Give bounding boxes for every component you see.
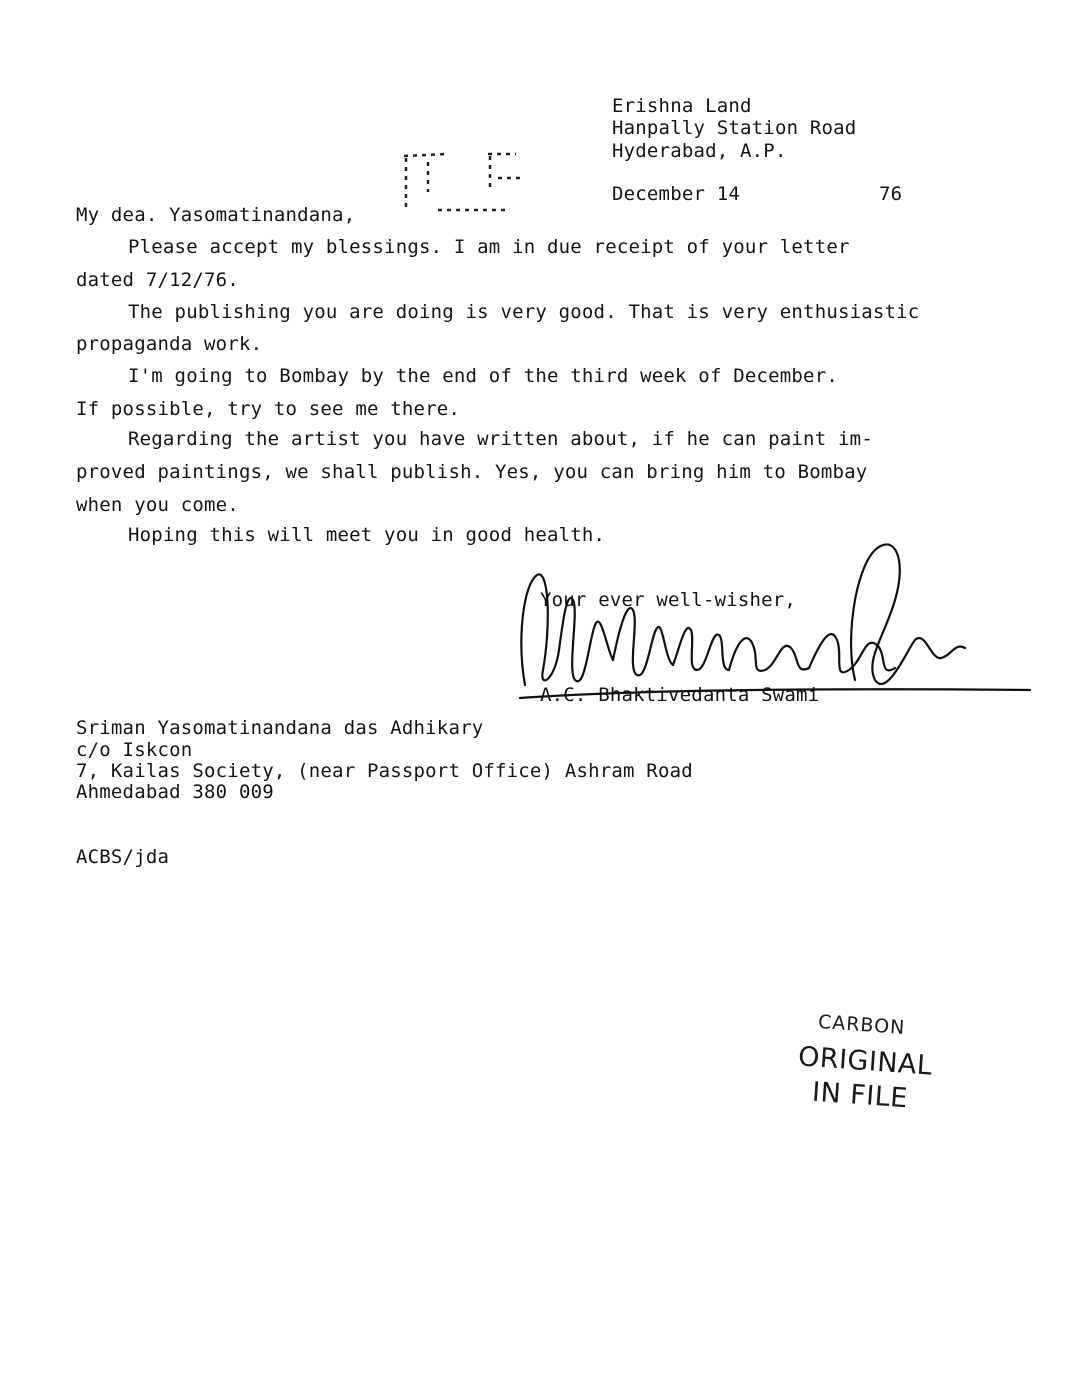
address-line-2: Hanpally Station Road — [612, 117, 857, 139]
signature-name: A.C. Bhaktivedanta Swami — [540, 684, 820, 706]
letter-date: December 14 — [612, 183, 741, 205]
stamp-line-2: ORIGINAL — [797, 1041, 934, 1082]
body-line-3: The publishing you are doing is very good. That is very enthusiastic — [128, 301, 920, 323]
body-line-8: proved paintings, we shall publish. Yes, you can bring him to Bombay — [76, 461, 868, 483]
body-line-2: dated 7/12/76. — [76, 269, 239, 291]
closing: Your ever well-wisher, — [540, 589, 797, 611]
recipient-line-1: Sriman Yasomatinandana das Adhikary — [76, 717, 484, 739]
body-line-4: propaganda work. — [76, 333, 263, 355]
body-line-6: If possible, try to see me there. — [76, 398, 461, 420]
letter-year: 76 — [879, 183, 903, 205]
reference-initials: ACBS/jda — [76, 846, 170, 868]
body-line-10: Hoping this will meet you in good health. — [128, 524, 606, 546]
recipient-line-2: c/o Iskcon — [76, 739, 193, 761]
salutation: My dea. Yasomatinandana, — [76, 204, 356, 226]
body-line-1: Please accept my blessings. I am in due receipt of your letter — [128, 236, 850, 258]
address-line-3: Hyderabad, A.P. — [612, 140, 787, 162]
stamp-line-3: IN FILE — [811, 1076, 909, 1115]
filing-mark — [398, 148, 528, 220]
body-line-9: when you come. — [76, 494, 239, 516]
recipient-line-3: 7, Kailas Society, (near Passport Office) Ashram Road — [76, 760, 693, 782]
stamp-line-1: CARBON — [817, 1010, 907, 1040]
address-line-1: Erishna Land — [612, 95, 752, 117]
body-line-7: Regarding the artist you have written about, if he can paint im- — [128, 428, 873, 450]
body-line-5: I'm going to Bombay by the end of the third week of December. — [128, 365, 838, 387]
recipient-line-4: Ahmedabad 380 009 — [76, 781, 274, 803]
